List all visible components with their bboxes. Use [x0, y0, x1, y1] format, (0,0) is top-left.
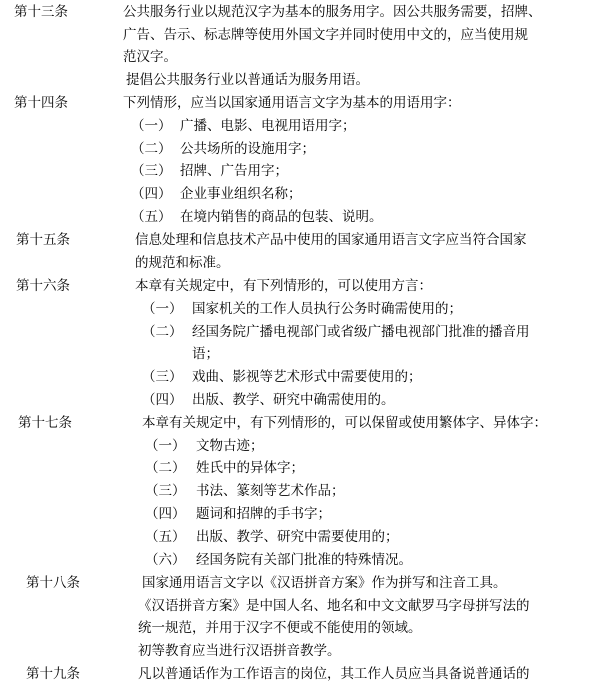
article-14-intro: 下列情形，应当以国家通用语言文字为基本的用语用字： — [123, 95, 461, 111]
article-17-label: 第十七条 — [18, 415, 72, 431]
article-16-item-3-text: 戏曲、影视等艺术形式中需要使用的； — [192, 369, 422, 385]
article-13-line-3: 范汉字。 — [123, 49, 177, 65]
article-19-label: 第十九条 — [26, 666, 80, 682]
article-17-intro: 本章有关规定中，有下列情形的，可以保留或使用繁体字、异体字： — [142, 415, 547, 431]
article-16-intro: 本章有关规定中，有下列情形的，可以使用方言： — [135, 278, 432, 294]
article-15-label: 第十五条 — [16, 232, 70, 248]
article-16-item-2-cont: 语； — [192, 346, 219, 362]
article-17-item-3-num: （三） — [145, 483, 186, 499]
article-15-line-2: 的规范和标准。 — [135, 255, 230, 271]
article-14-item-1-text: 广播、电影、电视用语用字； — [180, 118, 356, 134]
article-17-item-2-text: 姓氏中的异体字； — [196, 460, 304, 476]
article-19-line-1: 凡以普通话作为工作语言的岗位，其工作人员应当具备说普通话的 — [138, 666, 530, 682]
article-18-line-1: 国家通用语言文字以《汉语拼音方案》作为拼写和注音工具。 — [142, 575, 507, 591]
article-14-item-4-text: 企业事业组织名称； — [180, 186, 302, 202]
article-13-line-4: 提倡公共服务行业以普通话为服务用语。 — [126, 72, 369, 88]
article-16-item-4-text: 出版、教学、研究中确需使用的。 — [192, 392, 395, 408]
article-16-item-1-text: 国家机关的工作人员执行公务时确需使用的； — [192, 301, 462, 317]
article-17-item-4-num: （四） — [145, 506, 186, 522]
article-18-line-2: 《汉语拼音方案》是中国人名、地名和中文文献罗马字母拼写法的 — [138, 598, 530, 614]
article-13-line-2: 广告、告示、标志牌等使用外国文字并同时使用中文的，应当使用规 — [123, 27, 528, 43]
article-16-label: 第十六条 — [16, 278, 70, 294]
article-16-item-1-num: （一） — [142, 301, 183, 317]
article-18-label: 第十八条 — [26, 575, 80, 591]
article-14-label: 第十四条 — [14, 95, 68, 111]
article-16-item-4-num: （四） — [142, 392, 183, 408]
article-16-item-2-num: （二） — [142, 324, 183, 340]
article-17-item-1-text: 文物古迹； — [196, 438, 264, 454]
article-14-item-5-num: （五） — [131, 209, 172, 225]
article-18-line-4: 初等教育应当进行汉语拼音教学。 — [138, 643, 341, 659]
article-14-item-4-num: （四） — [131, 186, 172, 202]
article-17-item-2-num: （二） — [145, 460, 186, 476]
article-17-item-5-num: （五） — [145, 529, 186, 545]
article-13-label: 第十三条 — [14, 4, 68, 20]
article-18-line-3: 统一规范，并用于汉字不便或不能使用的领域。 — [138, 620, 422, 636]
article-14-item-2-text: 公共场所的设施用字； — [180, 141, 315, 157]
article-16-item-2-text: 经国务院广播电视部门或省级广播电视部门批准的播音用 — [192, 324, 530, 340]
article-14-item-3-num: （三） — [131, 163, 172, 179]
article-17-item-6-text: 经国务院有关部门批准的特殊情况。 — [196, 552, 412, 568]
article-16-item-3-num: （三） — [142, 369, 183, 385]
article-14-item-5-text: 在境内销售的商品的包装、说明。 — [180, 209, 383, 225]
article-17-item-4-text: 题词和招牌的手书字； — [196, 506, 331, 522]
article-17-item-3-text: 书法、篆刻等艺术作品； — [196, 483, 345, 499]
article-17-item-1-num: （一） — [145, 438, 186, 454]
article-14-item-2-num: （二） — [131, 141, 172, 157]
article-13-line-1: 公共服务行业以规范汉字为基本的服务用字。因公共服务需要，招牌、 — [123, 4, 542, 20]
article-17-item-6-num: （六） — [145, 552, 186, 568]
article-15-line-1: 信息处理和信息技术产品中使用的国家通用语言文字应当符合国家 — [135, 232, 527, 248]
article-14-item-3-text: 招牌、广告用字； — [180, 163, 288, 179]
article-17-item-5-text: 出版、教学、研究中需要使用的； — [196, 529, 399, 545]
article-14-item-1-num: （一） — [131, 118, 172, 134]
